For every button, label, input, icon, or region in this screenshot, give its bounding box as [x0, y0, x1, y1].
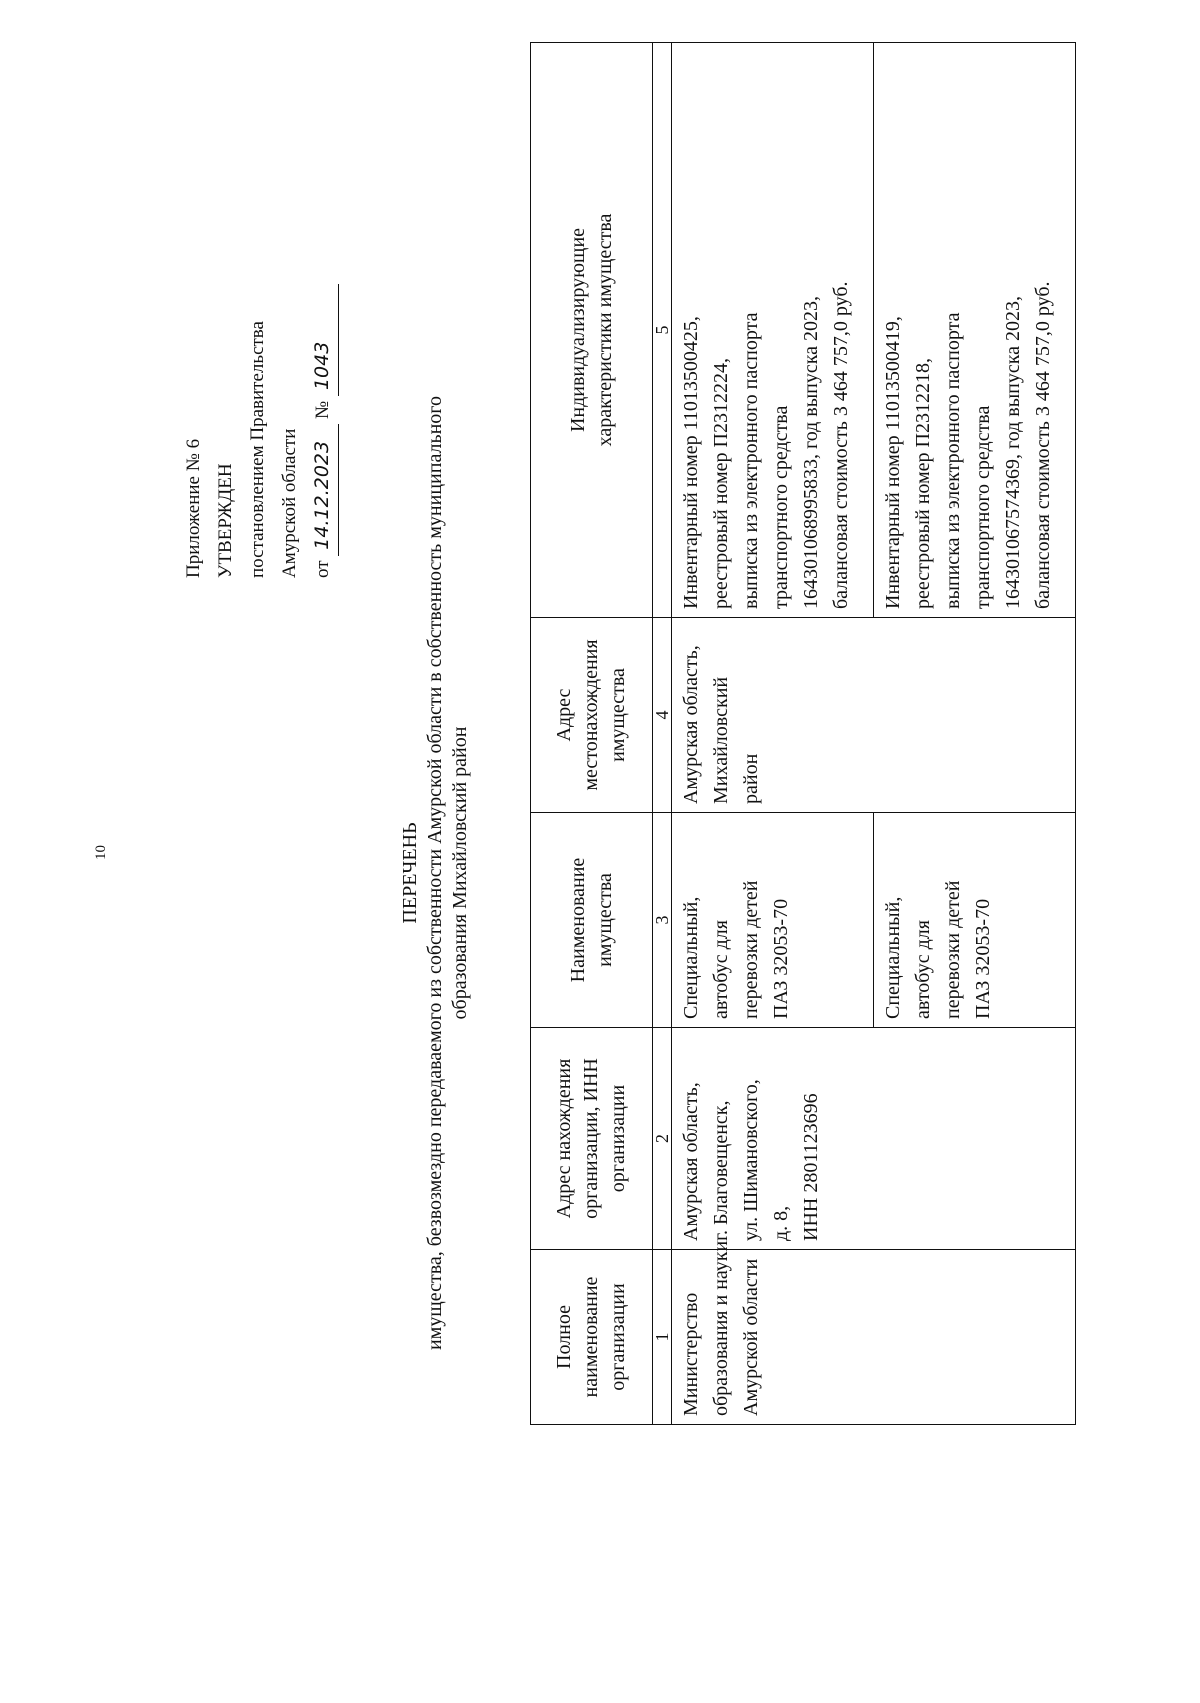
column-number: 4 [653, 618, 672, 813]
cell-text-line: транспортного средства [770, 405, 792, 609]
org-name-cell [672, 1240, 1076, 1425]
cell-text-line: ул. Шимановского, [740, 1079, 762, 1241]
cell-text-line: Специальный, [680, 896, 702, 1019]
characteristics-cell [672, 43, 874, 618]
cell-text-line: образования и науки [710, 1240, 732, 1416]
approval-stamp [178, 284, 339, 578]
cell-text-line: ИНН 2801123696 [800, 1093, 822, 1241]
handwritten-date: 14.12.2023 [306, 424, 339, 556]
cell-text-line: местонахождения [580, 639, 602, 791]
header-org-address [531, 1028, 653, 1250]
property-name-cell [672, 813, 874, 1028]
cell-text-line: выписка из электронного паспорта [942, 312, 964, 609]
appendix-line: Приложение № 6 [183, 438, 204, 578]
cell-text-line: организации, ИНН [580, 1058, 602, 1219]
column-number: 5 [653, 43, 672, 618]
cell-text-line: район [740, 753, 762, 804]
header-org-name [531, 1250, 653, 1425]
cell-text-line: Наименование [566, 857, 589, 983]
cell-text-line: организации [607, 1283, 629, 1391]
column-number: 2 [653, 1028, 672, 1250]
cell-text-line: Инвентарный номер 11013500425, [680, 316, 702, 609]
cell-text-line: автобус для [710, 920, 732, 1019]
cell-text-line: транспортного средства [972, 405, 994, 609]
cell-text-line: Специальный, [882, 896, 904, 1019]
cell-text-line: реестровый номер П2312224, [710, 358, 732, 609]
cell-text-line: ПАЗ 32053-70 [972, 898, 994, 1019]
cell-text-line: балансовая стоимость 3 464 757,0 руб. [830, 281, 852, 609]
title-heading: ПЕРЕЧЕНЬ [399, 822, 421, 924]
cell-text-line: организации [607, 1084, 629, 1193]
cell-text-line: Амурской области [740, 1258, 762, 1416]
cell-text-line: Михайловский [710, 676, 732, 804]
date-number-line [306, 284, 339, 578]
property-location-cell [672, 618, 1076, 813]
column-number: 3 [653, 813, 672, 1028]
cell-text-line: г. Благовещенск, [710, 1100, 732, 1241]
region-line: Амурской области [279, 428, 300, 578]
title-line-2: образования Михайловский район [449, 726, 471, 1020]
cell-text-line: Адрес [553, 688, 575, 742]
cell-text-line: Амурская область, [680, 645, 702, 804]
handwritten-number: 1043 [306, 284, 339, 396]
cell-text-line: ПАЗ 32053-70 [770, 898, 792, 1019]
cell-text-line: 164301067574369, год выпуска 2023, [1002, 295, 1024, 609]
cell-text-line: автобус для [912, 920, 934, 1019]
header-property-name [531, 813, 653, 1028]
cell-text-line: имущества [593, 873, 616, 967]
cell-text-line: Министерство [680, 1292, 702, 1416]
header-characteristics [531, 43, 653, 618]
column-number: 1 [653, 1250, 672, 1425]
cell-text-line: реестровый номер П2312218, [912, 358, 934, 609]
characteristics-cell [874, 43, 1076, 618]
property-name-cell [874, 813, 1076, 1028]
cell-text-line: Индивидуализирующие [566, 227, 589, 433]
document-title [398, 323, 473, 1423]
date-prefix: от [312, 560, 333, 578]
cell-text-line: Амурская область, [680, 1082, 702, 1241]
cell-text-line: Адрес нахождения [553, 1058, 575, 1219]
cell-text-line: Полное [553, 1305, 575, 1369]
cell-text-line: д. 8, [770, 1205, 792, 1241]
cell-text-line: выписка из электронного паспорта [740, 312, 762, 609]
resolution-line: постановлением Правительства [247, 321, 268, 578]
approved-line: УТВЕРЖДЕН [215, 463, 236, 578]
cell-text-line: перевозки детей [942, 880, 964, 1019]
number-prefix: № [312, 400, 333, 419]
cell-text-line: характеристики имущества [593, 213, 616, 447]
org-address-cell [672, 1028, 1076, 1250]
page-number: 10 [93, 845, 109, 860]
cell-text-line: 164301068995833, год выпуска 2023, [800, 295, 822, 609]
header-property-location [531, 618, 653, 813]
table-header-row [531, 43, 653, 1425]
property-table [530, 42, 1076, 1425]
cell-text-line: наименование [580, 1276, 602, 1398]
cell-text-line: имущества [607, 668, 629, 762]
cell-text-line: балансовая стоимость 3 464 757,0 руб. [1032, 281, 1054, 609]
table-row [672, 43, 874, 1425]
title-line-1: имущества, безвозмездно передаваемого из собственности Амурской области в собственность муниципального [424, 395, 446, 1351]
cell-text-line: перевозки детей [740, 880, 762, 1019]
cell-text-line: Инвентарный номер 11013500419, [882, 316, 904, 609]
column-number-row [653, 43, 672, 1425]
